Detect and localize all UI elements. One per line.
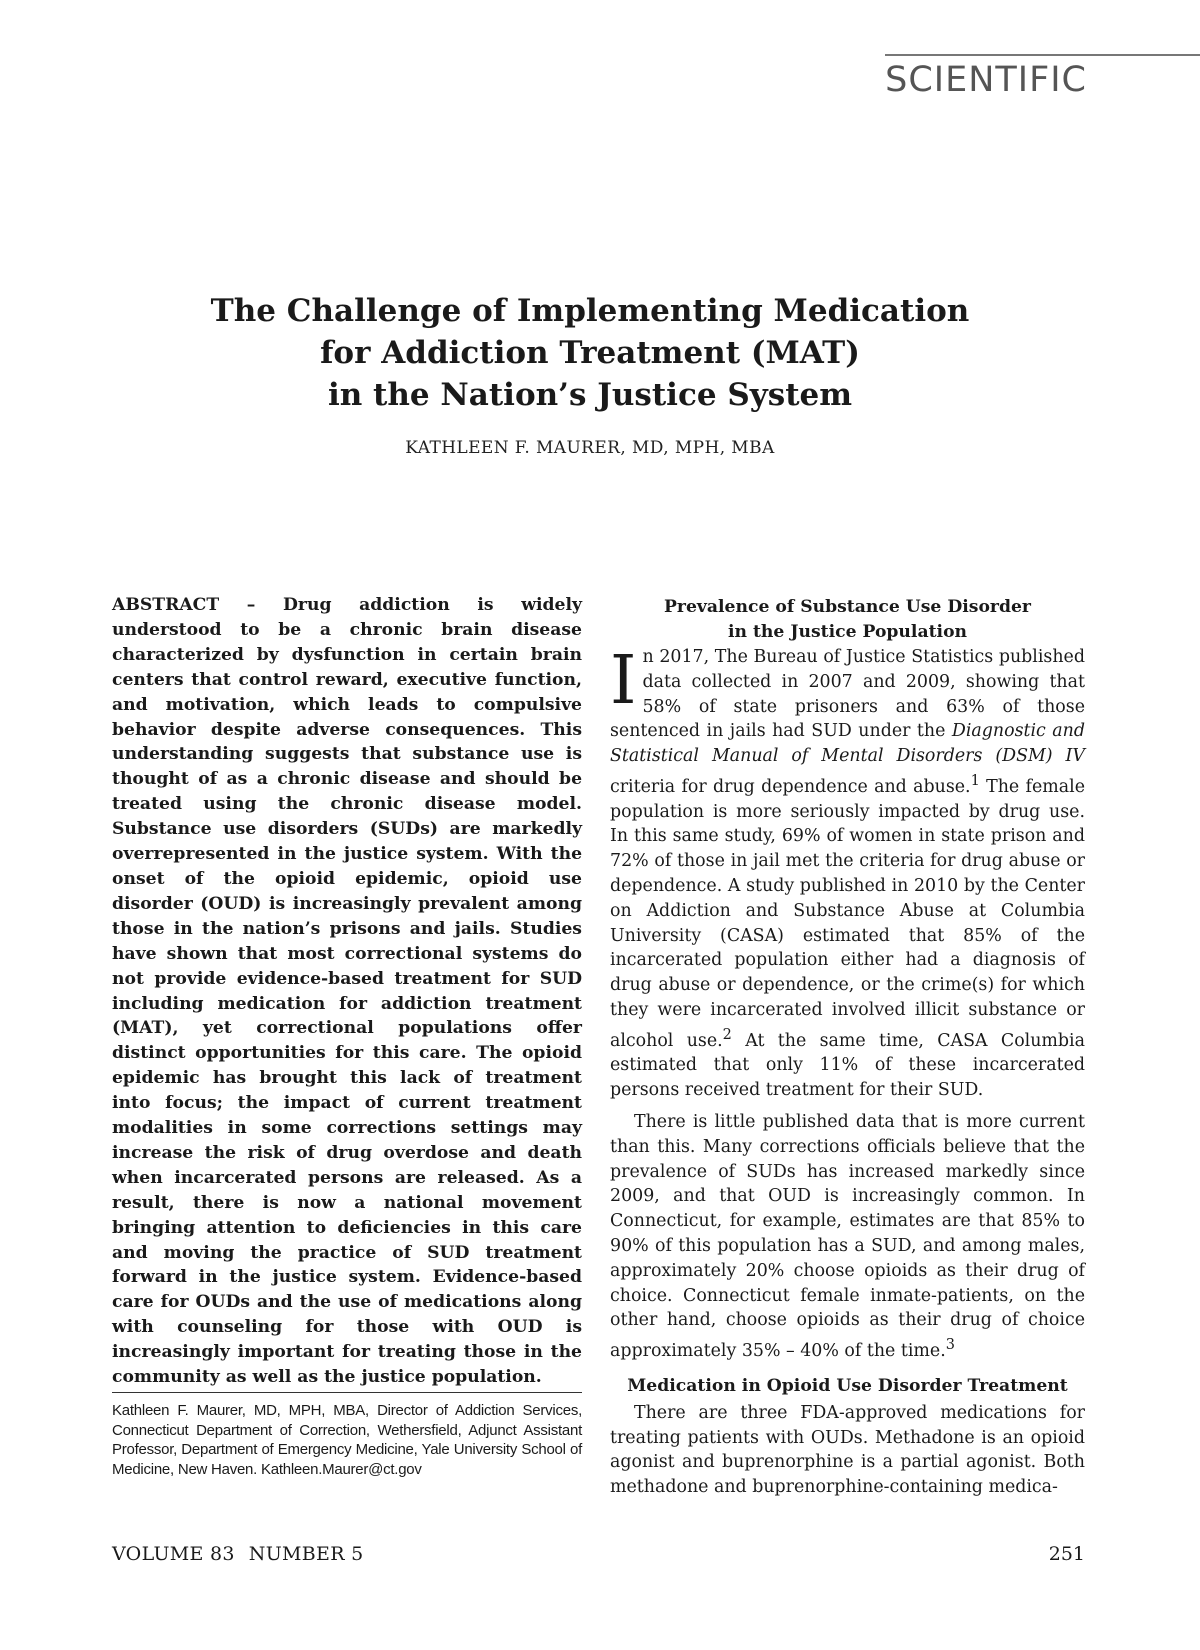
paragraph-text: At the same time, CASA Columbia estimated that only 11% of these incarcerated persons received treatment for their SUD. xyxy=(610,1030,1085,1101)
title-line-3: in the Nation’s Justice System xyxy=(327,377,853,413)
footer-issue xyxy=(112,1543,364,1565)
section-heading-line-2: in the Justice Population xyxy=(727,622,968,642)
abstract: ABSTRACT – Drug addiction is widely understood to be a chronic brain disease characterized by dysfunction in certain brain centers that control reward, executive function, and motivation, which leads to compulsive behavior despite adverse consequences. This understanding suggests that substance use is thought of as a chronic disease and should be treated using the chronic disease model. Substance use disorders (SUDs) are markedly overrepresented in the justice system. With the onset of the opioid epidemic, opioid use disorder (OUD) is increasingly prevalent among those in the nation’s prisons and jails. Studies have shown that most correctional systems do not provide evidence-based treatment for SUD including medication for addiction treatment (MAT), yet correctional populations offer distinct opportunities for this care. The opioid epidemic has brought this lack of treatment into focus; the impact of current treatment modalities in some corrections settings may increase the risk of drug overdose and death when incarcerated persons are released. As a result, there is now a national movement bringing attention to deficiencies in this care and moving the practice of SUD treatment forward in the justice system. Evidence-based care for OUDs and the use of medications along with counseling for those with OUD is increasingly important for treating those in the community as well as the justice population. xyxy=(112,595,582,1388)
article-title xyxy=(150,290,1030,416)
reference-marker: 1 xyxy=(970,772,980,789)
body-column xyxy=(610,595,1085,1500)
footer-number: NUMBER 5 xyxy=(248,1543,364,1565)
reference-marker: 3 xyxy=(945,1337,955,1354)
affiliation-rule xyxy=(112,1392,582,1393)
title-line-1: The Challenge of Implementing Medication xyxy=(210,293,970,329)
title-line-2: for Addiction Treatment (MAT) xyxy=(320,335,860,371)
italic-manual-title: Diagnostic and Statistical Manual of Mental Disorders (DSM) IV xyxy=(610,721,1085,767)
section-heading-medication: Medication in Opioid Use Disorder Treatment xyxy=(627,1375,1068,1396)
paragraph-text: n 2017, The Bureau of Justice Statistics published data collected in 2007 and 2009, showing that 58% of state prisoners and 63% of those sentenced in jails had SUD under the xyxy=(610,647,1085,742)
page-number: 251 xyxy=(1048,1543,1085,1565)
author-affiliation: Kathleen F. Maurer, MD, MPH, MBA, Director of Addiction Services, Connecticut Department of Correction, Wethersfield, Adjunct Assistant Professor, Department of Emergency Medicine, Yale University School of Medicine, New Haven. Kathleen.Maurer@ct.gov xyxy=(112,1402,582,1478)
section-heading-line-1: Prevalence of Substance Use Disorder xyxy=(663,597,1031,617)
footer-volume: VOLUME 83 xyxy=(112,1543,235,1565)
author-byline: KATHLEEN F. MAURER, MD, MPH, MBA xyxy=(405,438,775,458)
paragraph-text: The female population is more seriously impacted by drug use. In this same study, 69% of women in state prison and 72% of those in jail met the criteria for drug abuse or dependence. A study published in 2010 by the Center on Addiction and Substance Abuse at Columbia University (CASA) estimated that 85% of the incarcerated population either had a diagnosis of drug abuse or dependence, or the crime(s) for which they were incarcerated involved illicit substance or alcohol use. xyxy=(610,776,1085,1051)
paragraph-medication-1: There are three FDA-approved medications for treating patients with OUDs. Methadone is an opioid agonist and buprenorphine is a partial agonist. Both methadone and buprenorphine-containing medica- xyxy=(610,1402,1085,1498)
paragraph-prevalence-2 xyxy=(610,1110,1085,1364)
section-heading-prevalence xyxy=(610,595,1085,645)
drop-cap: I xyxy=(610,641,637,719)
section-label: SCIENTIFIC xyxy=(885,60,1087,100)
reference-marker: 2 xyxy=(722,1026,732,1043)
header-rule xyxy=(885,54,1200,56)
paragraph-text: There is little published data that is more current than this. Many corrections officials believe that the prevalence of SUDs has increased markedly since 2009, and that OUD is increasingly common. In Connecticut, for example, estimates are that 85% to 90% of this population has a SUD, and among males, approximately 20% choose opioids as their drug of choice. Connecticut female inmate-patients, on the other hand, choose opioids as their drug of choice approximately 35% – 40% of the time. xyxy=(610,1111,1085,1361)
paragraph-text: criteria for drug dependence and abuse. xyxy=(610,776,971,797)
paragraph-prevalence-1 xyxy=(610,641,1085,1103)
